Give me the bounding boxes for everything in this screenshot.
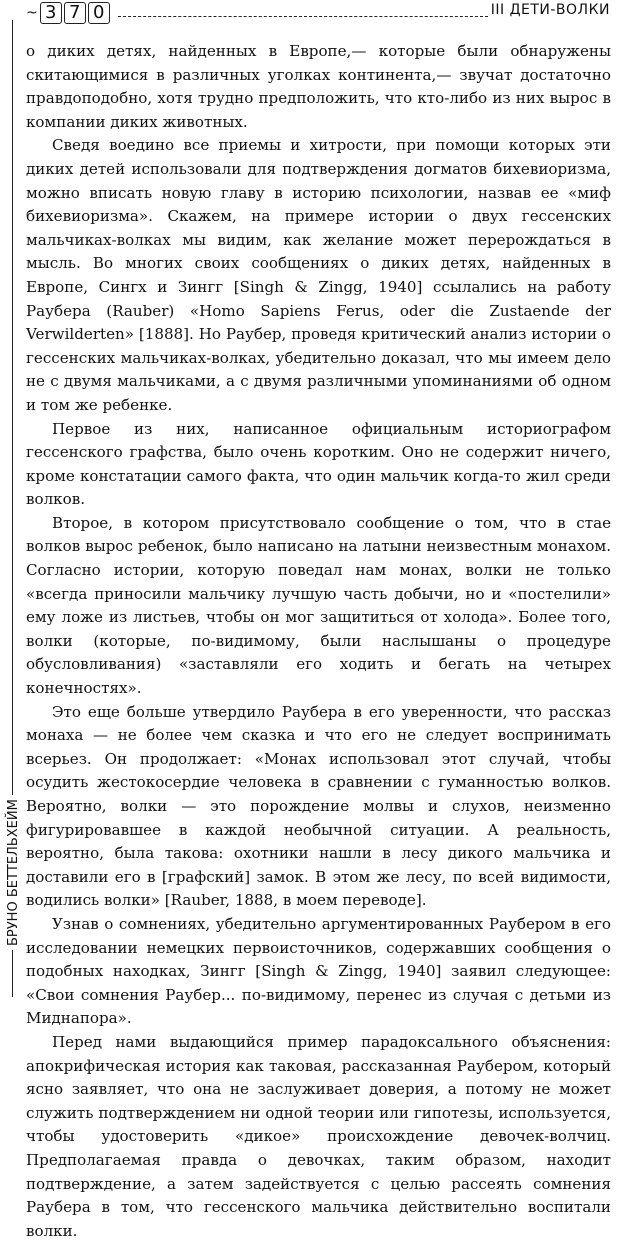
page-digit: 7 [64, 2, 86, 24]
page-number [26, 2, 110, 24]
paragraph: Узнав о сомнениях, убедительно аргументированных Раубером в его исследовании немецких первоисточников, содержавших сообщения о подобных находках, Зингг [Singh & Zingg, 1940] заявил следующее: «Свои сомнения Раубер... по-видимому, перенес из случая с детьми из Миднапора». [26, 914, 611, 1028]
running-head: III ДЕТИ-ВОЛКИ [490, 2, 610, 18]
paragraph: Первое из них, написанное официальным историографом гессенского графства, было очень коротким. Оно не содержит ничего, кроме констатации самого факта, что один мальчик когда-то жил среди волков. [26, 419, 611, 509]
paragraph: Перед нами выдающийся пример парадоксального объяснения: апокрифическая история как таковая, рассказанная Раубером, который ясно заявляет, что она не заслуживает доверия, а потому не может служить подтверждением ни одной теории или гипотезы, используется, чтобы удостоверить «дикое» происхождение девочек-волчиц. Предполагаемая правда о девочках, таким образом, находит подтверждение, а затем задействуется с целью рассеять сомнения Раубера в том, что гессенского мальчика действительно воспитали волки. [26, 1032, 611, 1240]
author-name: БРУНО БЕТТЕЛЬХЕЙМ [6, 795, 21, 950]
ornament-icon: ~ [26, 5, 38, 21]
header-rule [118, 16, 488, 17]
paragraph: Сведя воедино все приемы и хитрости, при помощи которых эти диких детей использовали для подтверждения догматов бихевиоризма, можно вписать новую главу в историю психологии, назвав ее «миф бихевиоризма». Скажем, на примере истории о двух гессенских мальчиках-волках мы видим, как желание может перерождаться в мысль. Во многих своих сообщениях о диких детях, найденных в Европе, Сингх и Зингг [Singh & Zingg, 1940] ссылались на работу Раубера (Rauber) «Homo Sapiens Ferus, oder die Zustaende der Verwilderten» [1888]. Но Раубер, проведя критический анализ истории о гессенских мальчиках-волках, убедительно доказал, что мы имеем дело не с двумя мальчиками, а с двумя различными упоминаниями об одном и том же ребенке. [26, 136, 611, 414]
page-digit: 3 [40, 2, 62, 24]
paragraph: Второе, в котором присутствовало сообщение о том, что в стае волков вырос ребенок, было написано на латыни неизвестным монахом. Согласно истории, которую поведал нам монах, волки не только «всегда приносили мальчику лучшую часть добычи, но и «постелили» ему ложе из листьев, чтобы он мог защититься от холода». Более того, волки (которые, по-видимому, были наслышаны о процедуре обусловливания) «заставляли его ходить и бегать на четырех конечностях». [26, 513, 611, 698]
paragraph: о диких детях, найденных в Европе,— которые были обнаружены скитающимися в различных уголках континента,— звучат достаточно правдоподобно, хотя трудно предположить, что кто-либо из них вырос в компании диких животных. [26, 42, 611, 131]
body-text [26, 40, 611, 1243]
paragraph: Это еще больше утвердило Раубера в его уверенности, что рассказ монаха — не более чем сказка и что его не следует воспринимать всерьез. Он продолжает: «Монах использовал этот случай, чтобы осудить жестокосердие человека в сравнении с гуманностью волков. Вероятно, волки — это порождение молвы и слухов, неизменно фигурировавшее в каждой необычной ситуации. А реальность, вероятно, была такова: охотники нашли в лесу дикого мальчика и доставили его в [графский] замок. В этом же лесу, по всей видимости, водились волки» [Rauber, 1888, в моем переводе]. [26, 702, 611, 910]
page-digit: 0 [88, 2, 110, 24]
